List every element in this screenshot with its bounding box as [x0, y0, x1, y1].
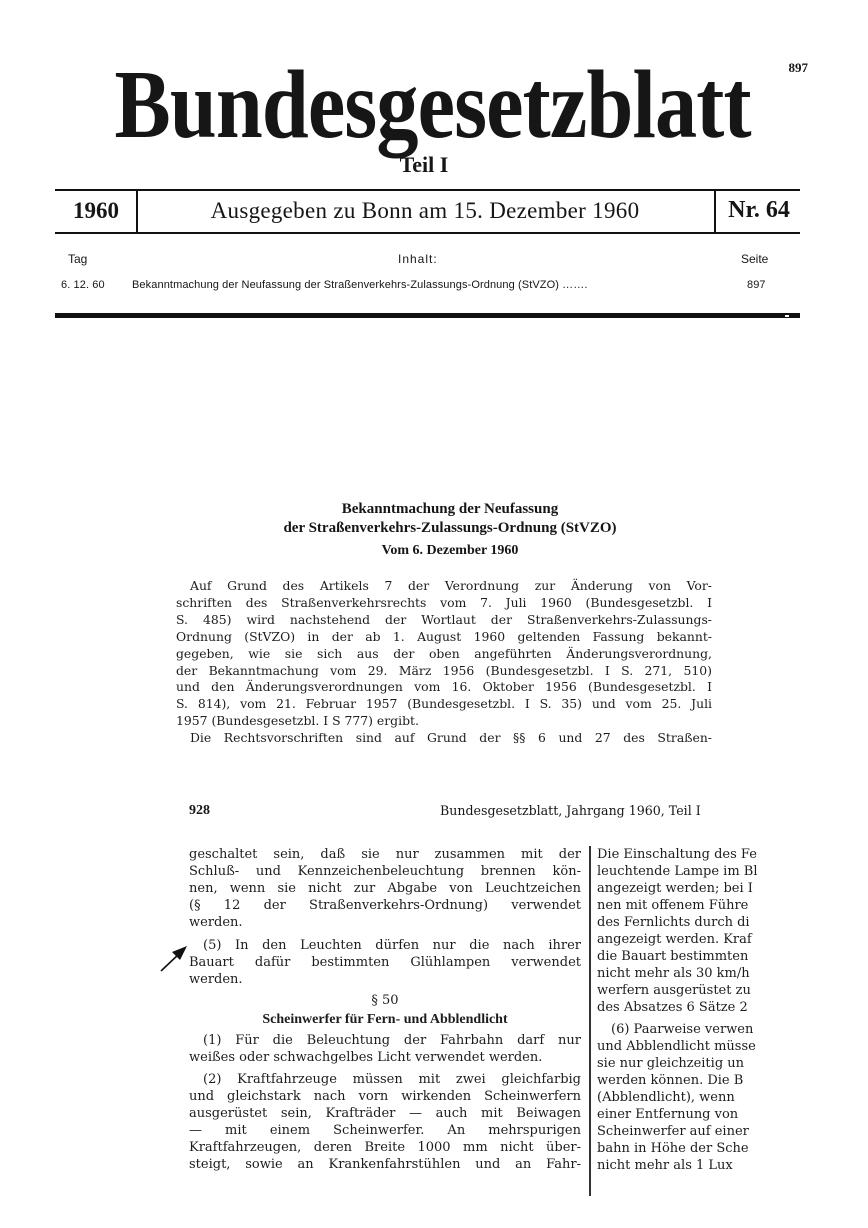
toc-row-day: 6. 12. 60 [61, 279, 105, 291]
masthead-part: Teil I [399, 152, 449, 177]
text-line: sie nur gleichzeitig un [597, 1056, 745, 1071]
intro-line: und den Änderungsverordnungen vom 16. Oktober 1956 (Bundesgesetzbl. I [176, 679, 712, 695]
text-line: werden. [189, 915, 243, 930]
intro-line: der Bekanntmachung vom 29. März 1956 (Bundesgesetzbl. I S. 271, 510) [176, 662, 712, 678]
text-line: und gleichstark nach vorn wirkenden Scheinwerfern [189, 1089, 581, 1104]
left-column [189, 846, 581, 1196]
text-line: Scheinwerfer auf einer [597, 1124, 749, 1139]
text-line: einer Entfernung von [597, 1107, 739, 1122]
toc-header-content: Inhalt: [398, 252, 438, 266]
intro-line: S. 485) wird nachstehend der Wortlaut der Straßenverkehrs-Zulassungs- [176, 611, 712, 627]
text-line: nicht mehr als 1 Lux [597, 1158, 733, 1173]
issue-date: Ausgegeben zu Bonn am 15. Dezember 1960 [210, 198, 640, 223]
header-rule-bottom [55, 232, 800, 234]
text-line: des Fernlichts durch di [597, 915, 750, 930]
text-line: (6) Paarweise verwen [611, 1022, 754, 1037]
text-line: angezeigt werden; bei I [597, 881, 753, 896]
text-line: — mit einem Scheinwerfer. An mehrspurigen [189, 1123, 581, 1138]
text-line: nen, wenn sie nicht zur Abgabe von Leuchtzeichen [189, 881, 581, 896]
text-line: nicht mehr als 30 km/h [597, 966, 750, 981]
section-title: Scheinwerfer für Fern- und Abblendlicht [262, 1012, 508, 1027]
text-line: Schluß- und Kennzeichenbeleuchtung brennen kön- [189, 864, 581, 879]
issue-number: Nr. 64 [728, 197, 790, 223]
text-line: (5) In den Leuchten dürfen nur die nach ihrer [203, 938, 581, 953]
right-column [597, 846, 868, 1196]
intro-paragraph [176, 578, 712, 730]
announcement-title-line1: Bekanntmachung der Neufassung [341, 501, 559, 517]
running-head: Bundesgesetzblatt, Jahrgang 1960, Teil I [440, 803, 701, 818]
column-divider [589, 846, 591, 1196]
text-line: (2) Kraftfahrzeuge müssen mit zwei gleichfarbig [203, 1072, 581, 1087]
text-line: werfern ausgerüstet zu [597, 983, 751, 998]
header-thick-rule [55, 313, 800, 318]
text-line: weißes oder schwachgelbes Licht verwendet werden. [189, 1050, 543, 1065]
text-line: leuchtende Lampe im Bl [597, 864, 758, 879]
text-line: werden können. Die B [597, 1073, 744, 1088]
intro-line: Ordnung (StVZO) in der ab 1. August 1960 geltenden Fassung bekannt- [176, 628, 712, 644]
masthead-title: Bundesgesetzblatt [114, 51, 751, 159]
intro-line: schriften des Straßenverkehrsrechts vom 7. Juli 1960 (Bundesgesetzbl. I [176, 594, 712, 610]
arrow-marker-icon [158, 945, 190, 973]
text-line: geschaltet sein, daß sie nur zusammen mit der [189, 847, 581, 862]
header-rule-top [55, 189, 800, 191]
header-divider-right [714, 189, 716, 234]
announcement-date: Vom 6. Dezember 1960 [381, 543, 519, 558]
second-paragraph [176, 730, 712, 744]
page-number-928: 928 [189, 803, 210, 818]
text-line: und Abblendlicht müsse [597, 1039, 756, 1054]
text-line: des Absatzes 6 Sätze 2 [597, 1000, 748, 1015]
text-line: Die Einschaltung des Fe [597, 847, 757, 862]
second-paragraph-line: Die Rechtsvorschriften sind auf Grund der §§ 6 und 27 des Straßen- [190, 730, 712, 744]
intro-line: Auf Grund des Artikels 7 der Verordnung zur Änderung von Vor- [190, 578, 712, 593]
toc-header-day: Tag [68, 252, 88, 266]
text-line: (1) Für die Beleuchtung der Fahrbahn darf nur [203, 1033, 581, 1048]
text-line: die Bauart bestimmten [597, 949, 749, 964]
intro-line: 1957 (Bundesgesetzbl. I S 777) ergibt. [176, 713, 419, 729]
toc-row-title[interactable]: Bekanntmachung der Neufassung der Straßenverkehrs-Zulassungs-Ordnung (StVZO) ……. [132, 279, 588, 291]
text-line: (§ 12 der Straßenverkehrs-Ordnung) verwendet [189, 898, 581, 913]
text-line: steigt, sowie an Krankenfahrstühlen und an Fahr- [189, 1157, 581, 1172]
announcement-title [150, 500, 750, 538]
toc-row-page: 897 [747, 279, 766, 291]
announcement-title-line2: der Straßenverkehrs-Zulassungs-Ordnung (StVZO) [283, 520, 617, 536]
header-divider-left [136, 189, 138, 234]
text-line: Bauart dafür bestimmten Glühlampen verwendet [189, 955, 581, 970]
text-line: Kraftfahrzeugen, deren Breite 1000 mm nicht über- [189, 1140, 581, 1155]
text-line: ausgerüstet sein, Krafträder — auch mit Beiwagen [189, 1106, 581, 1121]
text-line: werden. [189, 972, 243, 987]
text-line: (Abblendlicht), wenn [597, 1090, 735, 1105]
text-line: bahn in Höhe der Sche [597, 1141, 749, 1156]
issue-year: 1960 [73, 198, 119, 223]
page-number: 897 [788, 60, 808, 75]
intro-line: S. 814), vom 21. Februar 1957 (Bundesgesetzbl. I S. 35) und vom 25. Juli [176, 696, 712, 712]
text-line: angezeigt werden. Kraf [597, 932, 752, 947]
text-line: nen mit offenem Führe [597, 898, 749, 913]
intro-line: gegeben, wie sie sich aus der oben angeführten Änderungsverordnung, [176, 645, 712, 661]
toc-header-page: Seite [741, 252, 769, 266]
section-number: § 50 [371, 993, 399, 1008]
